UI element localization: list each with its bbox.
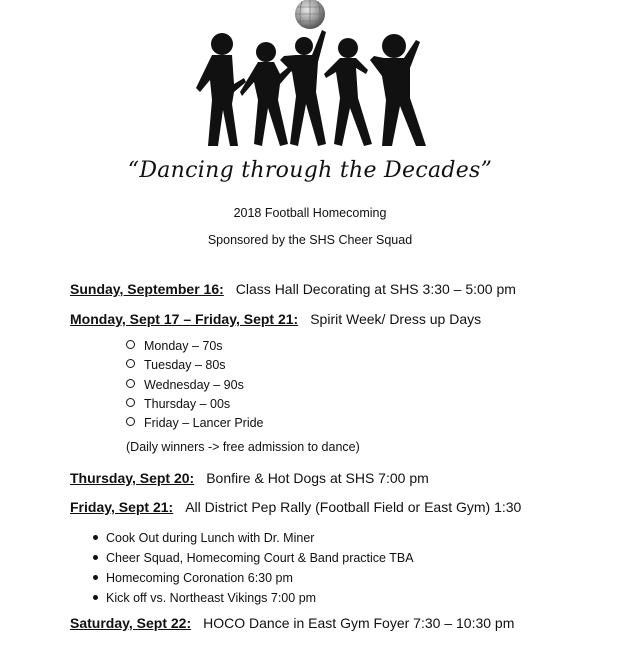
dress-up-days-list [126,337,264,433]
friday-entry [70,499,521,515]
event-title: “Dancing through the Decades” [127,158,493,183]
friday-heading: Friday, Sept 21: [70,499,174,515]
saturday-heading: Saturday, Sept 22: [70,615,192,631]
list-item: Thursday – 00s [126,395,264,414]
bullet-icon [93,575,98,580]
spirit-week-text: Spirit Week/ Dress up Days [310,311,482,327]
circle-bullet-icon [126,340,135,349]
list-item: Homecoming Coronation 6:30 pm [93,568,414,588]
thursday-heading: Thursday, Sept 20: [70,470,195,486]
list-item: Cook Out during Lunch with Dr. Miner [93,528,414,548]
disco-dancers-illustration [180,0,440,152]
saturday-entry [70,615,514,631]
thursday-text: Bonfire & Hot Dogs at SHS 7:00 pm [206,470,429,486]
event-subtitle: 2018 Football Homecoming [233,206,387,220]
list-item: Cheer Squad, Homecoming Court & Band practice TBA [93,548,414,568]
sunday-entry [70,281,516,297]
disco-ball-icon [295,0,325,29]
bullet-icon [93,535,98,540]
list-item: Wednesday – 90s [126,376,264,395]
list-item: Kick off vs. Northeast Vikings 7:00 pm [93,588,414,608]
circle-bullet-icon [126,359,135,368]
friday-activities-list [93,528,414,608]
spirit-week-entry [70,311,481,327]
circle-bullet-icon [126,417,135,426]
bullet-icon [93,595,98,600]
circle-bullet-icon [126,398,135,407]
sponsor-line: Sponsored by the SHS Cheer Squad [207,233,413,247]
dancer-silhouettes-icon [196,30,426,146]
sunday-text: Class Hall Decorating at SHS 3:30 – 5:00 pm [235,281,516,297]
spirit-week-heading: Monday, Sept 17 – Friday, Sept 21: [70,311,299,327]
daily-winners-note: (Daily winners -> free admission to dance) [126,440,360,454]
thursday-entry [70,470,429,486]
friday-text: All District Pep Rally (Football Field or East Gym) 1:30 [185,499,522,515]
bullet-icon [93,555,98,560]
list-item: Tuesday – 80s [126,356,264,375]
list-item: Friday – Lancer Pride [126,414,264,433]
sunday-heading: Sunday, September 16: [70,281,224,297]
list-item: Monday – 70s [126,337,264,356]
circle-bullet-icon [126,379,135,388]
saturday-text: HOCO Dance in East Gym Foyer 7:30 – 10:30 pm [203,615,515,631]
